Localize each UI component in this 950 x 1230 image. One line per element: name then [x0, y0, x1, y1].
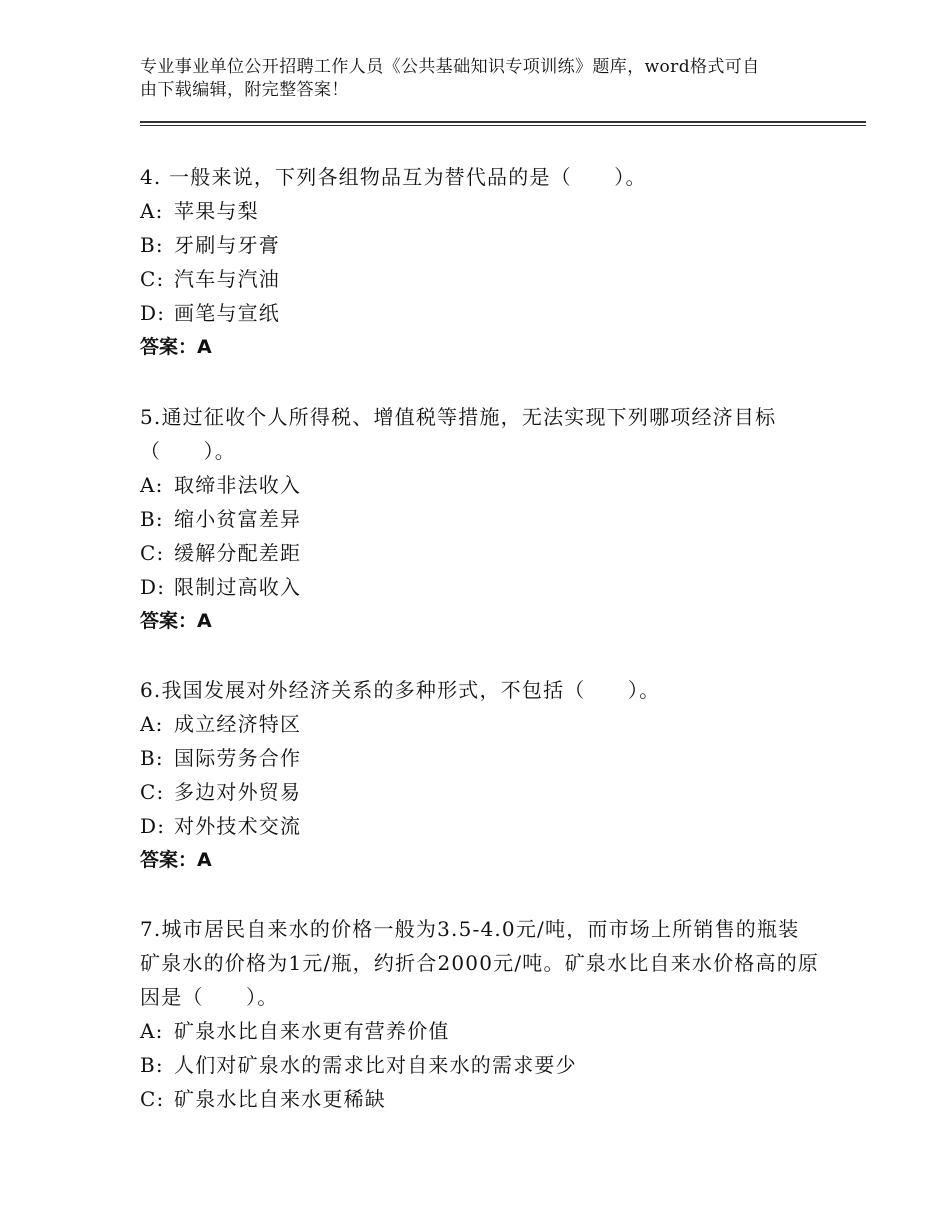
option-letter: A: — [140, 199, 164, 223]
option-letter: B: — [140, 507, 164, 531]
option-a — [140, 194, 820, 228]
option-letter: C: — [140, 780, 165, 804]
answer-label: 答案：A — [140, 610, 212, 632]
question-stem: 4. 一般来说，下列各组物品互为替代品的是（ ）。 — [140, 165, 647, 189]
option-text: 对外技术交流 — [174, 814, 302, 838]
option-letter: A: — [140, 473, 164, 497]
option-letter: C: — [140, 541, 165, 565]
option-text: 牙刷与牙膏 — [174, 233, 280, 257]
question-7 — [140, 912, 820, 1116]
option-letter: D: — [140, 814, 166, 838]
option-letter: B: — [140, 1053, 164, 1077]
option-text: 人们对矿泉水的需求比对自来水的需求要少 — [174, 1053, 577, 1077]
option-letter: B: — [140, 746, 164, 770]
option-text: 汽车与汽油 — [174, 267, 280, 291]
option-text: 成立经济特区 — [174, 712, 302, 736]
option-b — [140, 741, 820, 775]
option-text: 矿泉水比自来水更稀缺 — [174, 1087, 386, 1111]
question-4 — [140, 160, 820, 364]
option-letter: B: — [140, 233, 164, 257]
option-text: 矿泉水比自来水更有营养价值 — [174, 1019, 450, 1043]
option-letter: D: — [140, 301, 166, 325]
header-divider-thin — [140, 125, 866, 126]
option-d — [140, 570, 820, 604]
option-c — [140, 536, 820, 570]
option-text: 限制过高收入 — [174, 575, 302, 599]
option-a — [140, 1014, 820, 1048]
option-d — [140, 809, 820, 843]
answer-label: 答案：A — [140, 849, 212, 871]
option-letter: D: — [140, 575, 166, 599]
option-text: 缩小贫富差异 — [174, 507, 302, 531]
option-text: 国际劳务合作 — [174, 746, 302, 770]
option-text: 缓解分配差距 — [174, 541, 302, 565]
option-d — [140, 296, 820, 330]
question-stem: 5.通过征收个人所得税、增值税等措施，无法实现下列哪项经济目标（ ）。 — [140, 405, 777, 463]
option-letter: C: — [140, 1087, 165, 1111]
answer-label: 答案：A — [140, 336, 212, 358]
option-letter: C: — [140, 267, 165, 291]
option-text: 取缔非法收入 — [174, 473, 302, 497]
header-divider-thick — [140, 121, 866, 123]
question-6 — [140, 673, 820, 877]
option-b — [140, 1048, 820, 1082]
option-b — [140, 228, 820, 262]
question-5 — [140, 400, 820, 638]
option-a — [140, 707, 820, 741]
option-letter: A: — [140, 712, 164, 736]
option-a — [140, 468, 820, 502]
option-b — [140, 502, 820, 536]
question-stem: 7.城市居民自来水的价格一般为3.5-4.0元/吨，而市场上所销售的瓶装矿泉水的价格为1元/瓶，约折合2000元/吨。矿泉水比自来水价格高的原因是（ ）。 — [140, 917, 820, 1009]
document-header — [140, 56, 820, 102]
option-text: 苹果与梨 — [174, 199, 259, 223]
option-text: 多边对外贸易 — [174, 780, 302, 804]
header-line-1: 专业事业单位公开招聘工作人员《公共基础知识专项训练》题库，word格式可自 — [140, 57, 760, 77]
question-stem: 6.我国发展对外经济关系的多种形式，不包括（ ）。 — [140, 678, 661, 702]
option-c — [140, 775, 820, 809]
option-c — [140, 1082, 820, 1116]
header-line-2: 由下载编辑，附完整答案！ — [140, 80, 349, 100]
option-letter: A: — [140, 1019, 164, 1043]
option-text: 画笔与宣纸 — [174, 301, 280, 325]
option-c — [140, 262, 820, 296]
